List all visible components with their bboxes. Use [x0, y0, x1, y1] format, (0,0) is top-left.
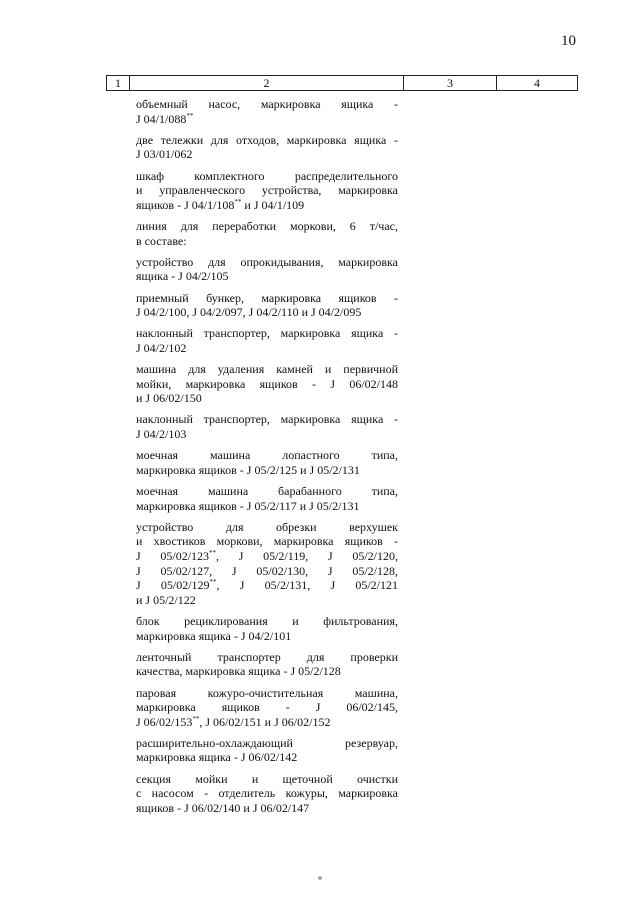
list-item-line: линия для переработки моркови, 6 т/час,	[136, 218, 398, 233]
list-item-line: объемный насос, маркировка ящика -	[136, 97, 398, 111]
list-item	[136, 362, 398, 406]
list-item	[136, 326, 398, 355]
list-item	[136, 520, 398, 608]
list-item	[136, 650, 398, 679]
list-item-line: J 03/01/062	[136, 147, 193, 162]
list-item-line: качества, маркировка ящика - J 05/2/128	[136, 664, 341, 679]
list-item-line: наклонный транспортер, маркировка ящика -	[136, 412, 398, 427]
list-item	[136, 484, 398, 513]
list-item-line: и J 06/02/150	[136, 391, 202, 406]
list-item-line: машина для удаления камней и первичной	[136, 362, 398, 377]
list-item-line: ящиков - J 06/02/140 и J 06/02/147	[136, 800, 310, 815]
list-item-line: ящика - J 04/2/105	[136, 269, 229, 284]
list-item-line: в составе:	[136, 233, 187, 248]
list-item	[136, 614, 398, 643]
list-item	[136, 255, 398, 284]
scan-dot	[318, 876, 322, 880]
list-item-line: блок рециклирования и фильтрования,	[136, 613, 398, 628]
list-item-line: и хвостиков моркови, маркировка ящиков -	[136, 534, 398, 549]
list-item-line: ящиков - J 04/1/108** и J 04/1/109	[136, 197, 305, 212]
list-item	[136, 169, 398, 213]
list-item	[136, 772, 398, 816]
list-item-line: и управленческого устройства, маркировка	[136, 183, 398, 198]
list-item-line: J 04/1/088**	[136, 111, 194, 126]
list-item-line: наклонный транспортер, маркировка ящика -	[136, 326, 398, 341]
list-item	[136, 219, 398, 248]
list-item	[136, 97, 398, 126]
list-item	[136, 133, 398, 162]
list-item-line: J 04/2/100, J 04/2/097, J 04/2/110 и J 04/2/095	[136, 305, 362, 320]
list-item-line: J 06/02/153**, J 06/02/151 и J 06/02/152	[136, 714, 331, 729]
list-item-line: моечная машина барабанного типа,	[136, 484, 398, 498]
list-item	[136, 291, 398, 320]
list-item-line: паровая кожуро-очистительная машина,	[136, 685, 398, 700]
list-item	[136, 412, 398, 441]
list-item-line: мойки, маркировка ящиков - J 06/02/148	[136, 376, 398, 391]
list-item-line: маркировка ящиков - J 05/2/125 и J 05/2/131	[136, 462, 360, 477]
list-item-line: с насосом - отделитель кожуры, маркировка	[136, 786, 398, 801]
list-item-line: секция мойки и щеточной очистки	[136, 771, 398, 786]
list-item-line: маркировка ящиков - J 06/02/145,	[136, 700, 398, 715]
column-header-3: 3	[404, 76, 497, 90]
page-number: 10	[561, 33, 576, 49]
list-item-line: маркировка ящика - J 04/2/101	[136, 628, 292, 643]
list-item-line: ленточный транспортер для проверки	[136, 649, 398, 664]
list-item-line: J 05/02/129**, J 05/2/131, J 05/2/121	[136, 578, 398, 593]
list-item-line: расширительно-охлаждающий резервуар,	[136, 735, 398, 750]
column-header-row	[106, 75, 578, 91]
list-item-line: J 04/2/103	[136, 427, 187, 442]
list-item	[136, 736, 398, 765]
equipment-list	[136, 97, 398, 822]
list-item-line: устройство для опрокидывания, маркировка	[136, 254, 398, 269]
column-header-1: 1	[107, 76, 130, 90]
list-item-line: приемный бункер, маркировка ящиков -	[136, 290, 398, 305]
list-item	[136, 686, 398, 730]
list-item-line: шкаф комплектного распределительного	[136, 168, 398, 183]
list-item-line: устройство для обрезки верхушек	[136, 519, 398, 534]
column-header-4: 4	[534, 76, 540, 90]
list-item-line: J 05/02/123**, J 05/2/119, J 05/2/120,	[136, 548, 398, 563]
list-item-line: и J 05/2/122	[136, 592, 196, 607]
list-item-line: моечная машина лопастного типа,	[136, 448, 398, 463]
list-item-line: J 04/2/102	[136, 340, 187, 355]
list-item-line: маркировка ящиков - J 05/2/117 и J 05/2/131	[136, 498, 360, 513]
list-item-line: маркировка ящика - J 06/02/142	[136, 750, 298, 765]
column-header-2: 2	[130, 76, 404, 90]
list-item-line: две тележки для отходов, маркировка ящика -	[136, 132, 398, 147]
list-item-line: J 05/02/127, J 05/02/130, J 05/2/128,	[136, 563, 398, 578]
list-item	[136, 448, 398, 477]
